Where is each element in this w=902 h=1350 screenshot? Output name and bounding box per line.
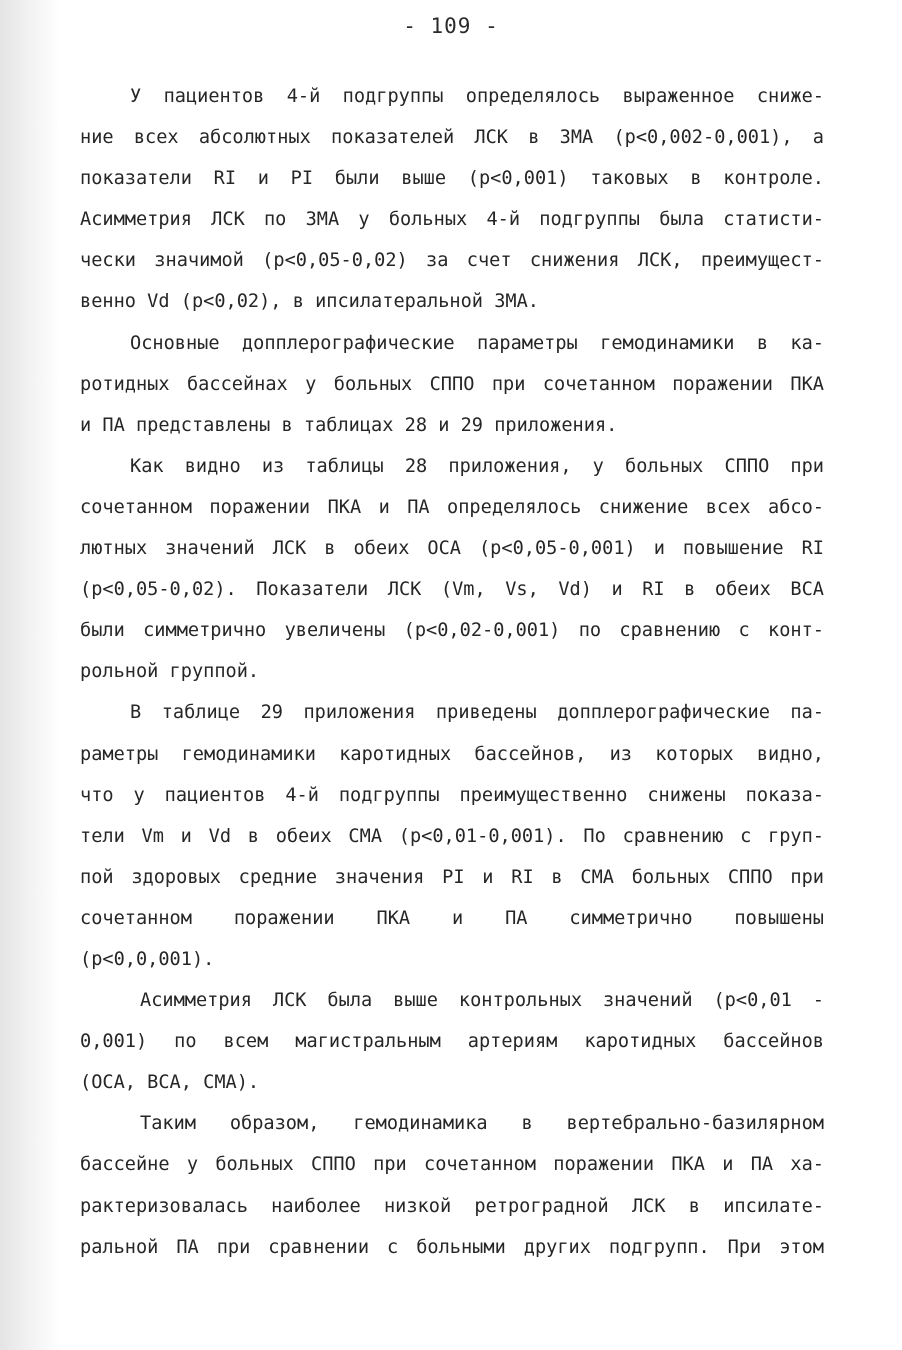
paragraph-6 — [80, 1103, 824, 1267]
scan-edge-shadow — [0, 0, 60, 1350]
text-line: бассейне у больных СППО при сочетанном поражении ПКА и ПА ха- — [80, 1154, 824, 1176]
page-number: - 109 - — [403, 14, 499, 38]
text-line: показатели RI и PI были выше (p<0,001) таковых в контроле. — [80, 168, 824, 190]
text-line: ротидных бассейнах у больных СППО при сочетанном поражении ПКА — [80, 373, 824, 395]
text-line: Таким образом, гемодинамика в вертебрально-базилярном — [140, 1113, 824, 1135]
paragraph-3 — [80, 446, 824, 693]
text-line: раметры гемодинамики каротидных бассейнов, из которых видно, — [80, 743, 824, 765]
text-line: Основные допплерографические параметры гемодинамики в ка- — [130, 332, 824, 354]
text-line: что у пациентов 4-й подгруппы преимущественно снижены показа- — [80, 784, 824, 806]
text-line: тели Vm и Vd в обеих СМА (p<0,01-0,001). По сравнению с груп- — [80, 825, 824, 847]
text-line: венно Vd (p<0,02), в ипсилатеральной ЗМА. — [80, 291, 539, 313]
paragraph-1 — [80, 76, 824, 323]
text-line: и ПА представлены в таблицах 28 и 29 приложения. — [80, 414, 618, 436]
body-text — [80, 76, 824, 1268]
text-line: рактеризовалась наиболее низкой ретроградной ЛСК в ипсилате- — [80, 1195, 824, 1217]
text-line: были симметрично увеличены (p<0,02-0,001) по сравнению с конт- — [80, 620, 824, 642]
text-line: 0,001) по всем магистральным артериям каротидных бассейнов — [80, 1031, 824, 1053]
text-line: ние всех абсолютных показателей ЛСК в ЗМА (p<0,002-0,001), а — [80, 127, 824, 149]
text-line: лютных значений ЛСК в обеих ОСА (p<0,05-0,001) и повышение RI — [80, 538, 824, 560]
paragraph-4 — [80, 692, 824, 980]
text-line: рольной группой. — [80, 661, 260, 683]
text-line: Асимметрия ЛСК была выше контрольных значений (p<0,01 - — [140, 990, 824, 1012]
text-line: (ОСА, ВСА, СМА). — [80, 1072, 260, 1094]
text-line: Асимметрия ЛСК по ЗМА у больных 4-й подгруппы была статисти- — [80, 209, 824, 231]
text-line: Как видно из таблицы 28 приложения, у больных СППО при — [130, 455, 824, 477]
paragraph-5 — [80, 980, 824, 1103]
text-line: чески значимой (p<0,05-0,02) за счет снижения ЛСК, преимущест- — [80, 250, 824, 272]
text-line: (p<0,05-0,02). Показатели ЛСК (Vm, Vs, Vd) и RI в обеих ВСА — [80, 579, 824, 601]
text-line: пой здоровых средние значения PI и RI в СМА больных СППО при — [80, 866, 824, 888]
text-line: (p<0,0,001). — [80, 948, 215, 970]
text-line: В таблице 29 приложения приведены допплерографические па- — [130, 702, 824, 724]
text-line: ральной ПА при сравнении с больными других подгрупп. При этом — [80, 1236, 824, 1258]
text-line: сочетанном поражении ПКА и ПА определялось снижение всех абсо- — [80, 496, 824, 518]
text-line: У пациентов 4-й подгруппы определялось выраженное сниже- — [130, 86, 824, 107]
paragraph-2 — [80, 323, 824, 446]
text-line: сочетанном поражении ПКА и ПА симметрично повышены — [80, 907, 824, 929]
